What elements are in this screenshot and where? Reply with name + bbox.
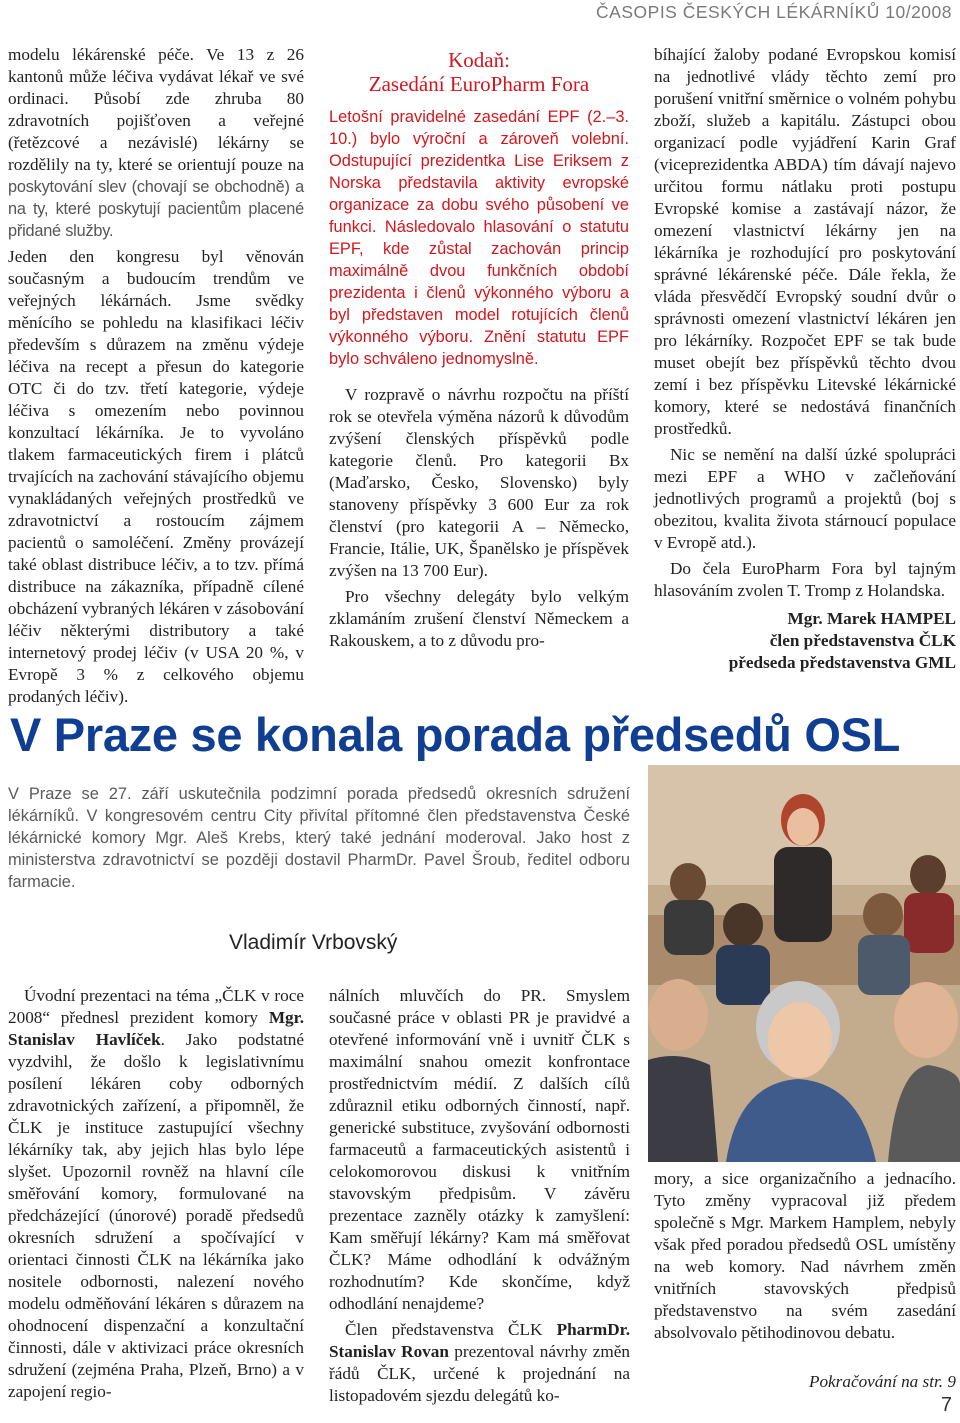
text-run: Člen představenstva ČLK (345, 1320, 543, 1339)
paragraph: bíhající žaloby podané Evropskou komisí na jednotlivé vlády těchto zemí pro porušení vnitřní směrnice o volném pohybu zboží, služeb a kapitálu. Zástupci obou organizací podle vyjádření Karin Graf (viceprezidentka ABDA) tím dávají najevo určitou formu nátlaku proti postupu Evropské komise a zastávají názor, že omezení vlastnictví lékárny jen na lékárníka je rozhodující pro poskytování správné lékárenské péče. Dále řekla, že vláda přesvědčí Evropský soudní dvůr o správnosti omezení vlastnictví lékáren jen pro lékárníky. Rozpočet EPF se tak bude muset obejít bez příspěvků těchto dvou zemí i bez příspěvku Litevské lékárnické komory, které se nedostává finančních prostředků. (654, 45, 956, 438)
article-column-2 (329, 985, 630, 1407)
journal-header: ČASOPIS ČESKÝCH LÉKÁRNÍKŮ 10/2008 (596, 2, 952, 22)
paragraph (8, 246, 304, 708)
paragraph: V rozpravě o návrhu rozpočtu na příští rok se otevřela výměna názorů k důvodům zvýšení členských příspěvků podle kategorie členů. Pro kategorii Bx (Maďarsko, Česko, Slovensko) byly stanoveny příspěvky 3 600 Eur za rok členství (pro kategorii A – Německo, Francie, Itálie, UK, Španělsko je příspěvek zvýšen na 13 700 Eur). (329, 385, 629, 580)
paragraph (8, 44, 304, 242)
continued-note: Pokračování na str. 9 (808, 1372, 956, 1391)
meeting-photo-illustration (648, 765, 960, 1162)
paragraph (329, 1319, 630, 1407)
speaker-name: Mgr. Stanislav Havlíček (8, 1008, 304, 1049)
text-run: Jeden den kongresu byl věnován současným a budoucím trendům ve veřejných lékárnách. (8, 247, 304, 310)
article-lead: V Praze se 27. září uskutečnila podzimní porada předsedů okresních sdružení lékárníků. V kongresovém centru City přivítal přítomné člen představenstva České lékárnické komory Mgr. Aleš Krebs, který také jednání moderoval. Jako host z ministerstva zdravotnictví se později dostavil PharmDr. Pavel Šroub, ředitel odboru farmacie. (8, 785, 630, 891)
meeting-photo (648, 765, 960, 1162)
text-run: Je to vyvoláno tlakem farmaceutických firem i plátců trvajících na zachování stávajícího objemu vynakládaných veřejných prostředků ve zdravotnictví a rostoucím zájmem pacientů o samoléčení. Změny provázejí také oblast distribuce léčiv, a to tzv. přímá distribuce na zákazníka, případně cílené obcházení vybraných lékáren v zásobování léčiv některými distributory a také internetový prodej léčiv (v USA 20 %, v Evropě 3 % z celkového objemu prodaných léčiv). (8, 423, 305, 706)
article-column-1 (8, 985, 304, 1403)
paragraph: Nic se nemění na další úzké spolupráci mezi EPF a WHO v začleňování jednotlivých programů a projektů (boj s obezitou, kvalita života stárnoucí populace v Evropě atd.). (654, 445, 956, 552)
top-column-1 (8, 44, 304, 708)
top-column-3 (654, 44, 956, 674)
paragraph: mory, a sice organizačního a jednacího. Tyto změny vypracoval již předem společně s Mgr. Markem Hamplem, nebyly však před poradou předsedů OSL umístěny na web komory. Nad návrhem změn vnitřních stavovských předpisů představenstvo na svém zasedání absolvovalo pětihodinovou debatu. (654, 1169, 956, 1342)
paragraph (8, 985, 304, 1403)
article-lead-block (8, 783, 630, 893)
text-run: Jsme svědky měnícího se pohledu na klasifikaci léčiv především s důrazem na změnu výdeje léčiva na recept a přesun do kategorie OTC či do tzv. třetí kategorie, výdeje léčiva s omezením nebo povinnou konzultací lékárníka. (8, 291, 304, 442)
paragraph: Pro všechny delegáty bylo velkým zklamáním zrušení členství Německem a Rakouskem, a to z důvodu pro- (329, 587, 629, 650)
signature-role: předseda představenstva GML (728, 653, 956, 672)
article-headline: V Praze se konala porada předsedů OSL (10, 708, 901, 761)
paragraph: Do čela EuroPharm Fora byl tajným hlasováním zvolen T. Tromp z Holandska. (654, 559, 956, 600)
author-name: Vladimír Vrbovský (229, 931, 398, 954)
box-title: Zasedání EuroPharm Fora (368, 72, 590, 96)
top-column-2 (329, 48, 629, 652)
signature-role: člen představenstva ČLK (769, 631, 956, 650)
text-run: . Jako podstatné vyzdvihl, že došlo k legislativnímu posílení lékáren coby odborných zdravotnických zařízení, a připomněl, že ČLK je instituce zastupující všechny lékárníky tak, aby jejich hlas bylo lépe slyšet. Upozornil rovněž na hlavní cíle směřování komory, formulované na předcházející (únorové) poradě předsedů okresních sdružení a spočívající v orientaci činnosti ČLK na lékárníka jako nositele odbornosti, nalezení nového modelu odměňování lékáren s důrazem na ohodnocení dispenzační a konzultační činnosti, dále v aktivizaci práce okresních sdružení (zejména Praha, Plzeň, Brno) a v zapojení regio- (8, 1030, 304, 1401)
paragraph: nálních mluvčích do PR. Smyslem současné práce v oblasti PR je pravidvé a otevřené informování vně i uvnitř ČLK s maximální snahou omezit konfrontace prostřednictvím médií. Z dalších cílů zdůraznil etiku odborných činností, např. generické substituce, zvyšování odbornosti farmaceutů a farmaceutických asistentů i celokomorovou diskusi k vnitřním stavovským předpisům. V závěru prezentace zazněly otázky k zamyšlení: Kam směřují lékárny? Kam má směřovat ČLK? Máme odhodlání k odvážným rozhodnutím? Kde skončíme, když odhodlání nenajdeme? (329, 986, 630, 1313)
text-run: modelu lékárenské péče. Ve 13 z 26 kantonů může léčiva vydávat lékař ve své ordinaci. Působí zde zhruba 80 zdravotních pojišťoven a veřejné (řetězcové a nezávislé) lékárny se rozdělily na ty, které se orientují pouze na (8, 45, 304, 174)
text-run: Úvodní prezentaci na téma „ČLK v roce 2008“ přednesl prezident komory (8, 986, 304, 1027)
text-run: prezentoval návrhy změn řádů ČLK, určené k projednání na listopadovém sjezdu delegátů ko- (329, 1342, 630, 1405)
author-block (229, 931, 429, 955)
box-title-city: Kodaň: (448, 48, 510, 72)
text-run: poskytování slev (chovají se obchodně) a na ty, které poskytují pacientům placené přidané služby. (8, 178, 304, 240)
box-lead: Letošní pravidelné zasedání EPF (2.–3. 10.) bylo výroční a zároveň volební. Odstupující prezidentka Lise Eriksem z Norska představila aktivity evropské organizace za dobu svého působení ve funkci. Následovalo hlasování o statutu EPF, kde zůstal zachován princip maximálně dvou funkčních období prezidenta i členů výkonného výboru a byl představen model rotujících členů výkonného výboru. Znění statutu EPF bylo schváleno jednomyslně. (329, 108, 629, 368)
signature-name: Mgr. Marek HAMPEL (787, 609, 956, 628)
speaker-name: PharmDr. Stanislav Rovan (329, 1320, 630, 1361)
article-column-3 (654, 1168, 956, 1392)
page-number: 7 (940, 1394, 952, 1416)
